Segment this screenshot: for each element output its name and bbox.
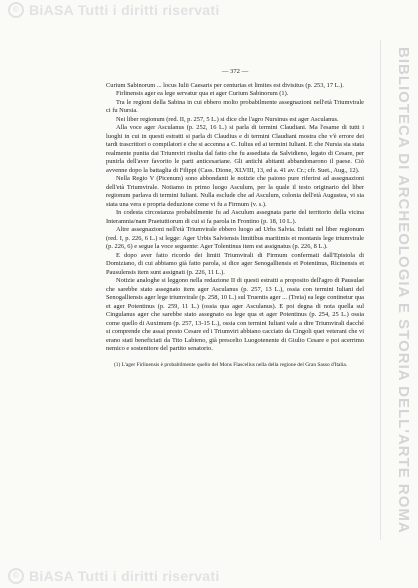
paragraph: Nella Regio V (Picenum) sono abbondanti le notizie che paiono pure riferirsi ad assegnazioni dell'età Triumvirale. Notiamo in primo luogo Asculum, per la quale il testo originario del liber regionum parlava di termini Iuliani. Nulla esclude che ad Asculum, colonia dell'età Augustea, vi sia stata una vera e propria deduzione come vi fu a Firmum (v. s.). xyxy=(106,175,364,208)
copyright-icon: © xyxy=(8,2,24,18)
page-content xyxy=(106,68,364,369)
watermark-text-bottom: BiASA Tutti i diritti riservati xyxy=(29,568,220,584)
paragraph: E dopo aver fatto ricordo dei limiti Triumvirali di Firmum confermati dall'Epistola di Domiziano, di cui abbiamo già fatto parola, si dice ager Senogalliensis et Potentinus, Ricinensis et Pausulensis item sunt assignati (p. 226, 11 L.). xyxy=(106,251,364,276)
paragraph: Altre assegnazioni nell'età Triumvirale ebbero luogo ad Urbs Salvia. Infatti nel liber regionum (red. I, p. 226, 6 L.) si legge: Ager Urbis Salviensis limitibus maritimis et montanis lege triumvirale (p. 226, 6) e segue la voce seguente: Ager Tolentinus item est assignatus (p. 226, 8 L.). xyxy=(106,226,364,250)
paragraph: Nei liber regionum (red. II, p. 257, 5 L.) si dice che l'agro Nursinus est ager Asculanus. xyxy=(116,115,339,123)
paragraph: Curium Sabinorum ... locus Iulii Caesaris per centurias et limites est divisitus (p. 253, 17 L.). xyxy=(106,81,344,89)
watermark-banner-top xyxy=(0,0,418,20)
copyright-icon: © xyxy=(8,568,24,584)
paragraph: Tra le regioni della Sabina in cui ebbero molto probabilmente assegnazioni nell'età Triumvirale ci fu Nursia. xyxy=(106,98,364,114)
paragraph: In codesta circostanza probabilmente fu ad Asculum assegnata parte del territorio della vicina Interamnia/nam Praetuttiorum di cui si fa parola in Frontino (p. 18, 10 L.). xyxy=(106,209,364,225)
library-stamp: BIBLIOTECA DI ARCHEOLOGIA E STORIA DELL'ARTE ROMA xyxy=(395,46,412,534)
watermark-text-top: BiASA Tutti i diritti riservati xyxy=(29,2,220,18)
paragraph: Notizie analoghe si leggono nella redazione II di questi estratti a proposito dell'agro di Pausulae che sarebbe stato assegnato item ager Asculanus (p. 257, 13 L.), ossia con termini Iuliani del Senogalliensis ager lege triumvirale (p. 258, 10 L.) sul Truentis ager ... (Treia) ea lege continetur qua et ager Potentinus (p. 259, 11 L.) (ossia qua ager Asculanus). E poi degna di nota quella sul Cingulanus ager che sarebbe stato assegnato ea lege qua et ager Potentinus (p. 254, 25 L.) ossia come quello di Auximum (p. 257, 13-15 L.), ossia con termini Iuliani vale a dire Triumvirali dacché si comprende che assai presto Cesare ed i Triumviri abbiano cacciato da Cingoli quei veterani che vi erano stati beneficiati da Tito Labieno, già prescelto Luogotenente di Giulio Cesare e poi acerrimo nemico e sostenitore del partito senatorio. xyxy=(106,277,364,352)
footnote: (1) L'ager Firlinensis è probabilmente quello del Mons Flascellus nella della regione del Gran Sasso d'Italia. xyxy=(114,361,348,368)
page-number: — 372 — xyxy=(221,68,249,75)
paragraph: Alla voce ager Asculanus (p. 252, 16 L.) si parla di termini Claudiani. Ma l'esame di tutti i luoghi in cui in questi estratti si parla di Claudius e di termini Claudiani mostra che v'è errore dei tardi trascrittori o compilatori e che si accenna a C. Iulius ed ai termini Iuliani. E che Nursia sia stata realmente punita dai Triumviri risulta dal fatto che fu assediata da Salvidieno, legato di Cesare, per punirla dell'aver favorito le parti anticesariane. Gli antichi abitanti abbandonarono il paese. Ciò avvenne dopo la battaglia di Filippi (Cass. Dione, XLVIII, 13, ed a. 41 av. Cr.; cfr. Suet., Aug., 12). xyxy=(106,124,364,174)
paragraph: Firlinensis ager ea lege servatur qua et ager Curium Sabinorum (1). xyxy=(116,90,289,97)
watermark-banner-bottom xyxy=(0,566,418,586)
